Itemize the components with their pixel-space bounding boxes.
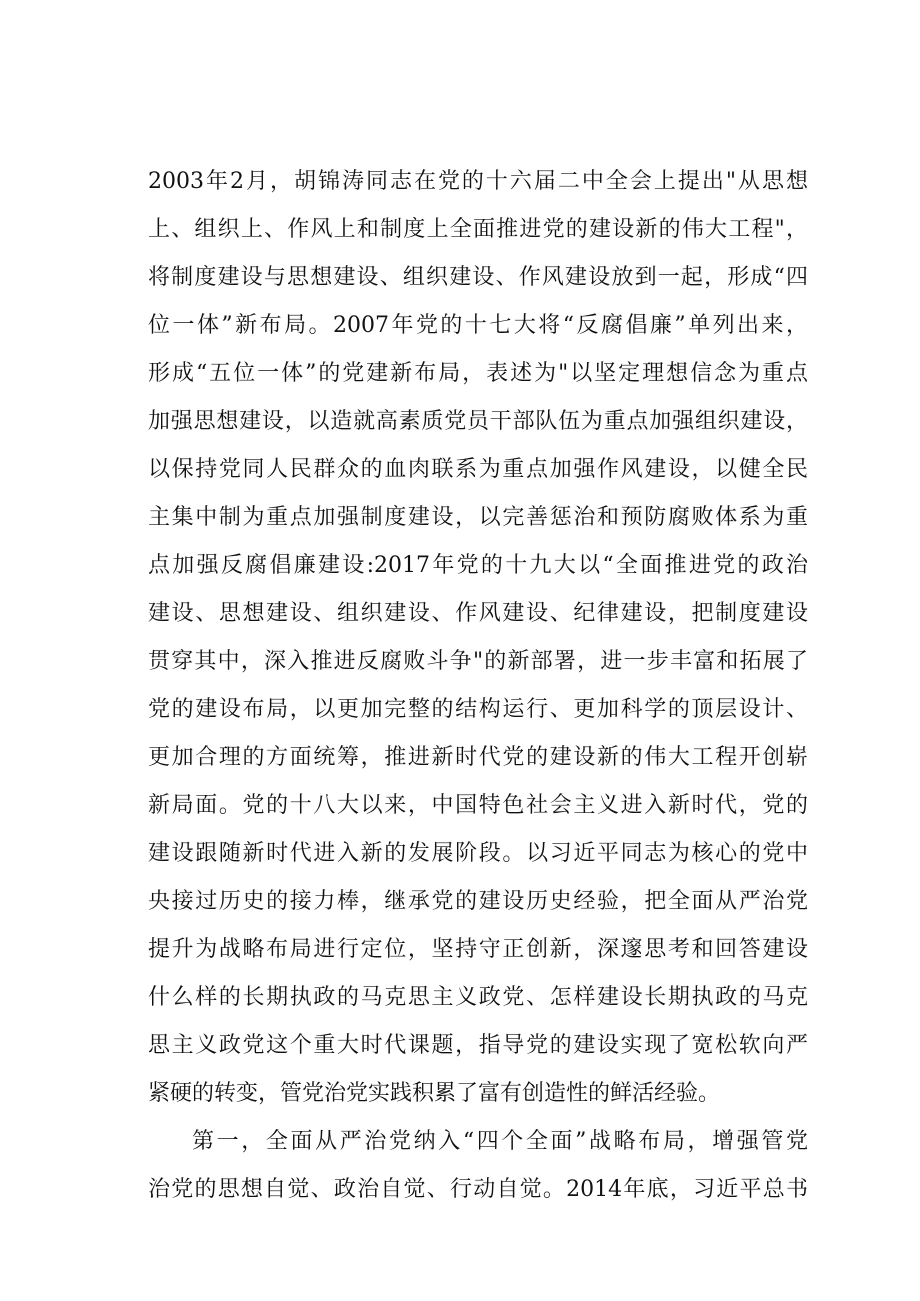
text-line: 形成“五位一体”的党建新布局，表述为"以坚定理想信念为重点 <box>148 361 808 386</box>
text-line: 央接过历史的接力棒，继承党的建设历史经验，把全面从严治党 <box>148 889 808 914</box>
text-line: 将制度建设与思想建设、组织建设、作风建设放到一起，形成“四 <box>148 265 808 290</box>
text-line: 加强思想建设，以造就高素质党员干部队伍为重点加强组织建设， <box>148 409 808 434</box>
text-line: 主集中制为重点加强制度建设，以完善惩治和预防腐败体系为重 <box>148 505 808 530</box>
text-line: 党的建设布局，以更加完整的结构运行、更加科学的顶层设计、 <box>148 697 808 722</box>
text-line: 更加合理的方面统筹，推进新时代党的建设新的伟大工程开创崭 <box>148 745 808 770</box>
paragraph <box>148 158 808 1118</box>
text-line: 位一体”新布局。2007年党的十七大将“反腐倡廉”单列出来， <box>148 313 808 338</box>
text-line: 以保持党同人民群众的血肉联系为重点加强作风建设，以健全民 <box>148 457 808 482</box>
text-line: 建设跟随新时代进入新的发展阶段。以习近平同志为核心的党中 <box>148 841 808 866</box>
text-line: 2003年2月，胡锦涛同志在党的十六届二中全会上提出"从思想 <box>148 169 808 194</box>
text-line: 第一，全面从严治党纳入“四个全面”战略布局，增强管党 <box>192 1129 808 1154</box>
text-line: 思主义政党这个重大时代课题，指导党的建设实现了宽松软向严 <box>148 1033 808 1058</box>
text-line: 治党的思想自觉、政治自觉、行动自觉。2014年底，习近平总书 <box>148 1177 808 1202</box>
text-line: 新局面。党的十八大以来，中国特色社会主义进入新时代，党的 <box>148 793 808 818</box>
text-line: 提升为战略布局进行定位，坚持守正创新，深邃思考和回答建设 <box>148 937 808 962</box>
body-text <box>148 158 808 1214</box>
text-line: 紧硬的转变，管党治党实践积累了富有创造性的鲜活经验。 <box>148 1081 721 1106</box>
paragraph <box>148 1118 808 1214</box>
text-line: 贯穿其中，深入推进反腐败斗争"的新部署，进一步丰富和拓展了 <box>148 649 808 674</box>
text-line: 建设、思想建设、组织建设、作风建设、纪律建设，把制度建设 <box>148 601 808 626</box>
text-line: 点加强反腐倡廉建设:2017年党的十九大以“全面推进党的政治 <box>148 553 808 578</box>
text-line: 什么样的长期执政的马克思主义政党、怎样建设长期执政的马克 <box>148 985 808 1010</box>
text-line: 上、组织上、作风上和制度上全面推进党的建设新的伟大工程"， <box>148 217 808 242</box>
